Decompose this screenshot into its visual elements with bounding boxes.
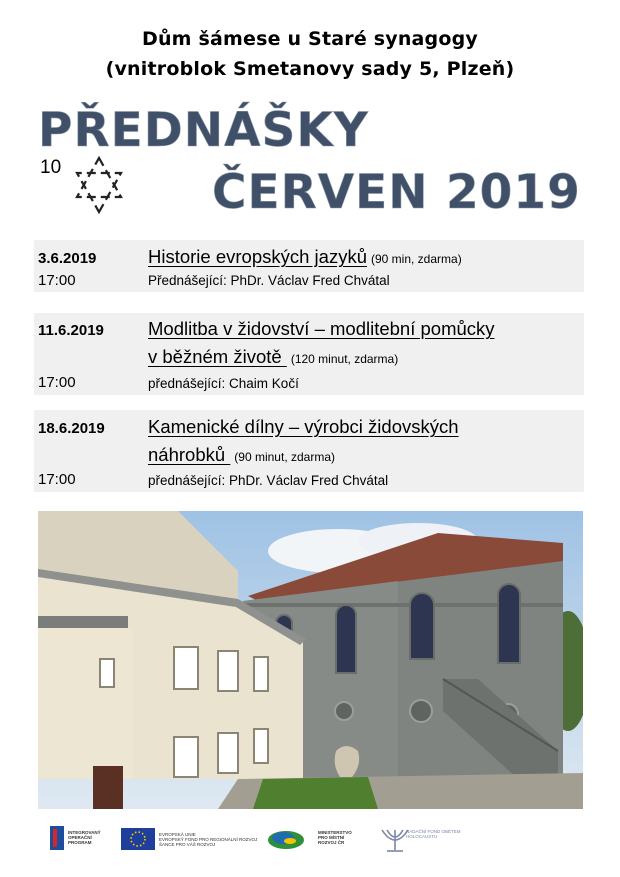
mmr-logo-icon xyxy=(266,828,306,852)
synagogue-photo xyxy=(38,511,583,809)
lecture-title-line-2: náhrobků (90 minut, zdarma) xyxy=(148,444,335,465)
venue-address: (vnitroblok Smetanovy sady 5, Plzeň) xyxy=(105,58,515,80)
lecture-lecturer: Přednášející: PhDr. Václav Fred Chvátal xyxy=(148,273,390,288)
iop-logo-stripe-icon xyxy=(53,829,57,847)
logo-nfoh-text: NADAČNÍ FOND OBĚTEM HOLOCAUSTU xyxy=(406,829,461,839)
eu-flag-icon xyxy=(121,828,155,850)
lecture-date: 11.6.2019 xyxy=(38,322,104,339)
lecture-block-3 xyxy=(34,410,584,492)
logo-eu-text: EVROPSKÁ UNIE EVROPSKÝ FOND PRO REGIONÁLNÍ ROZVOJ ŠANCE PRO VÁŠ ROZVOJ xyxy=(159,832,258,847)
venue-name: Dům šámese u Staré synagogy xyxy=(141,28,479,50)
lecture-block-2 xyxy=(34,313,584,395)
lecture-date: 18.6.2019 xyxy=(38,420,105,437)
lecture-block-1 xyxy=(34,240,584,292)
lecture-lecturer: přednášející: Chaim Kočí xyxy=(148,376,299,391)
lecture-time: 17:00 xyxy=(38,471,76,488)
lecture-title-line-1: Kamenické dílny – výrobci židovských xyxy=(148,416,459,437)
lecture-time: 17:00 xyxy=(38,374,76,391)
lecture-note: (90 min, zdarma) xyxy=(371,252,462,266)
lecture-note: (120 minut, zdarma) xyxy=(290,352,399,366)
lecture-title-line-2: v běžném životě (120 minut, zdarma) xyxy=(148,346,399,367)
lecture-title-line-1: Modlitba v židovství – modlitební pomůcky xyxy=(148,318,495,339)
title-month: ČERVEN 2019 xyxy=(212,165,581,220)
title-lectures: PŘEDNÁŠKY xyxy=(38,103,369,158)
anniversary-number: 10 xyxy=(40,157,62,178)
logo-iop-text: INTEGROVANÝ OPERAČNÍ PROGRAM xyxy=(68,830,101,845)
lecture-date: 3.6.2019 xyxy=(38,250,97,267)
lecture-lecturer: přednášející: PhDr. Václav Fred Chvátal xyxy=(148,473,389,488)
logo-mmr-text: MINISTERSTVO PRO MÍSTNÍ ROZVOJ ČR xyxy=(318,830,352,845)
lecture-title: Historie evropských jazyků (90 min, zdarma) xyxy=(148,246,462,267)
lecture-note: (90 minut, zdarma) xyxy=(234,450,335,464)
lecture-time: 17:00 xyxy=(38,272,76,289)
star-of-david-icon xyxy=(72,155,126,215)
